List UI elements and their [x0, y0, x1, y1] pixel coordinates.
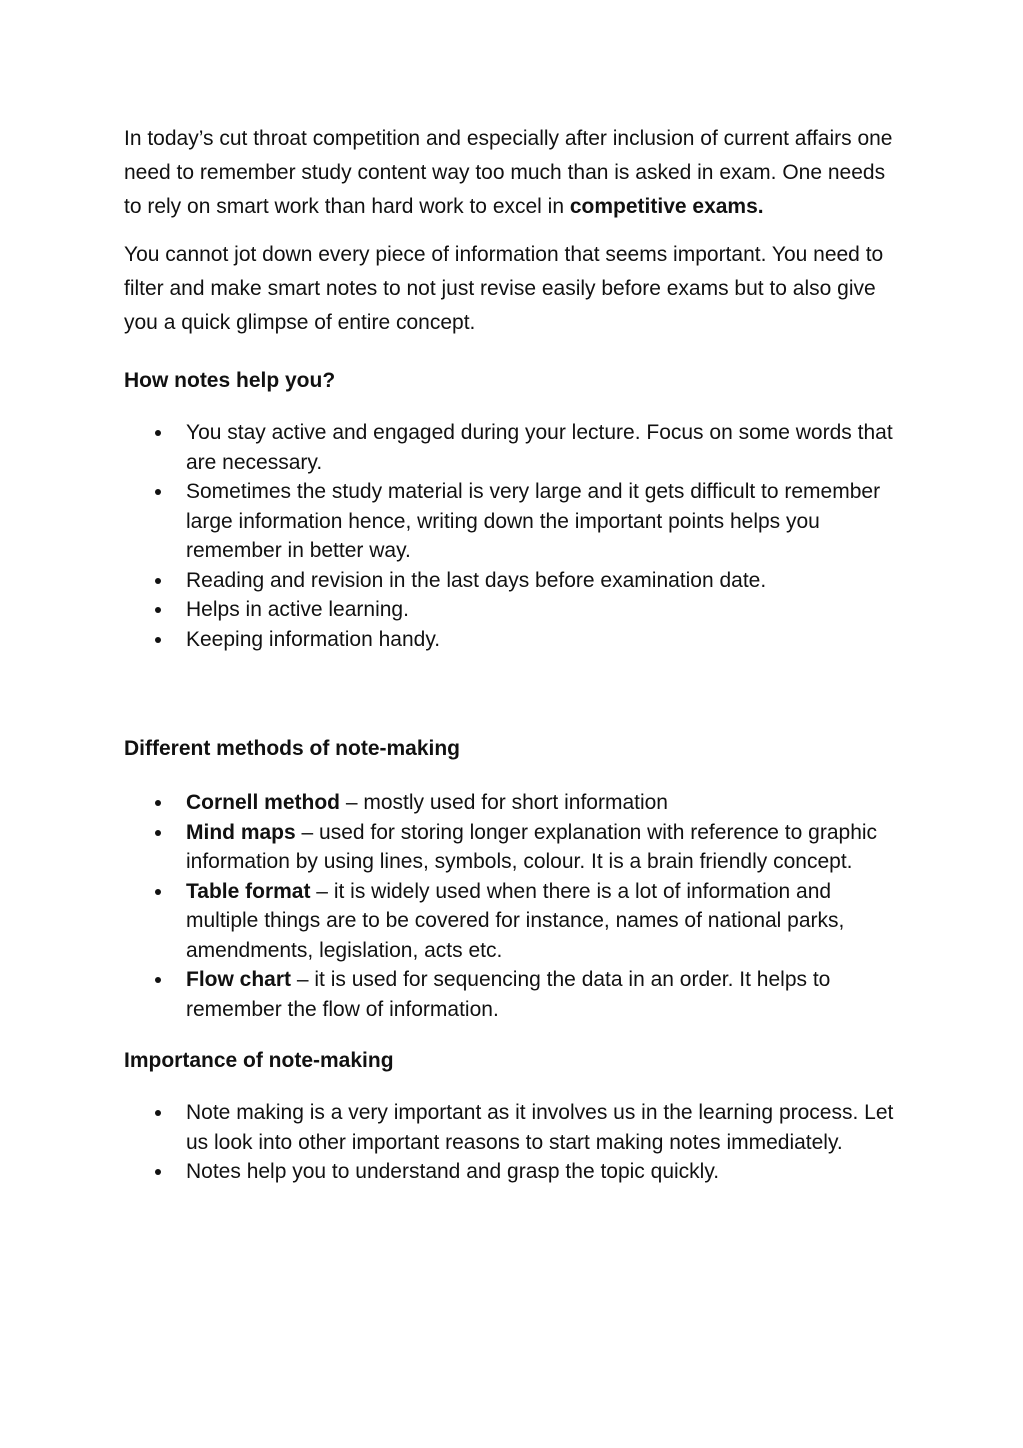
- methods-heading: Different methods of note-making: [124, 737, 461, 760]
- list-item: [124, 818, 904, 877]
- list-item: [124, 1157, 904, 1187]
- importance-heading: Importance of note-making: [124, 1049, 394, 1072]
- method-description: – it is widely used when there is a lot of information and multiple things are to be covered for instance, names of national parks, amendments, legislation, acts etc.: [186, 879, 845, 962]
- how-notes-help-heading: How notes help you?: [124, 369, 336, 392]
- list-item-text: Sometimes the study material is very large and it gets difficult to remember large information hence, writing down the important points helps you remember in better way.: [186, 480, 881, 562]
- method-term: Flow chart: [186, 968, 292, 991]
- list-item-text: Notes help you to understand and grasp the topic quickly.: [186, 1160, 720, 1183]
- method-description: – mostly used for short information: [340, 791, 668, 814]
- bullet-icon: [155, 889, 161, 895]
- methods-list: [124, 788, 904, 1024]
- list-item-text: Reading and revision in the last days before examination date.: [186, 568, 767, 592]
- list-item: [124, 477, 904, 566]
- bullet-icon: [155, 830, 161, 836]
- list-item-text: Helps in active learning.: [186, 598, 409, 621]
- how-notes-help-list: [124, 418, 904, 654]
- notes-paragraph: You cannot jot down every piece of information that seems important. You need to filter and make smart notes to not just revise easily before exams but to also give you a quick glimpse of entire concept.: [124, 243, 884, 334]
- method-term: Table format: [186, 879, 311, 903]
- method-description: – used for storing longer explanation with reference to graphic information by using lines, symbols, colour. It is a brain friendly concept.: [186, 820, 878, 873]
- list-item: [124, 965, 904, 1024]
- importance-list: [124, 1098, 904, 1187]
- list-item: [124, 877, 904, 966]
- method-term: Mind maps: [186, 820, 296, 844]
- intro-text: In today’s cut throat competition and especially after inclusion of current affairs one need to remember study content way too much than is asked in exam. One needs to rely on smart work than hard work to excel in: [124, 127, 893, 218]
- list-item: [124, 418, 904, 477]
- document-page: [124, 122, 904, 1187]
- list-item: [124, 566, 904, 596]
- bullet-icon: [155, 489, 161, 495]
- list-item-text: You stay active and engaged during your lecture. Focus on some words that are necessary.: [186, 421, 893, 474]
- list-item-text: Note making is a very important as it involves us in the learning process. Let us look into other important reasons to start making notes immediately.: [186, 1101, 894, 1154]
- list-item-text: Keeping information handy.: [186, 627, 441, 651]
- intro-bold-text: competitive exams.: [569, 195, 764, 218]
- list-item: [124, 788, 904, 818]
- bullet-icon: [155, 1110, 161, 1116]
- list-item: [124, 1098, 904, 1157]
- bullet-icon: [155, 1169, 161, 1175]
- intro-paragraph: [124, 122, 904, 224]
- method-term: Cornell method: [186, 791, 341, 814]
- list-item: [124, 595, 904, 625]
- bullet-icon: [155, 578, 161, 584]
- bullet-icon: [155, 430, 161, 436]
- method-description: – it is used for sequencing the data in an order. It helps to remember the flow of information.: [186, 968, 831, 1021]
- list-item: [124, 625, 904, 655]
- bullet-icon: [155, 637, 161, 643]
- bullet-icon: [155, 977, 161, 983]
- bullet-icon: [155, 800, 161, 806]
- bullet-icon: [155, 607, 161, 613]
